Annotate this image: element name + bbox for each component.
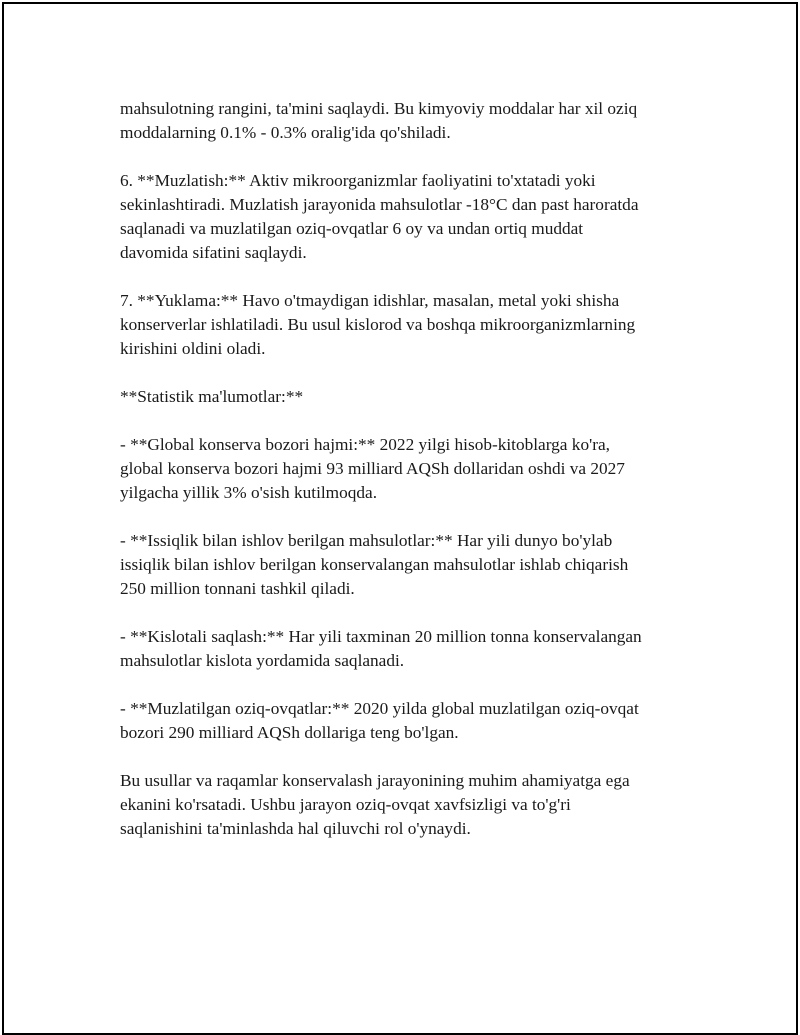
paragraph-packaging: 7. **Yuklama:** Havo o'tmaydigan idishlar, masalan, metal yoki shisha konserverlar ishlatiladi. Bu usul kislorod va boshqa mikroorganizmlarning kirishini oldini oladi. bbox=[120, 291, 636, 358]
list-item-heat-treated: - **Issiqlik bilan ishlov berilgan mahsulotlar:** Har yili dunyo bo'ylab issiqlik bilan ishlov berilgan konservalangan mahsulotlar ishlab chiqarish 250 million tonnani tashkil qiladi. bbox=[120, 531, 629, 598]
paragraph-conclusion: Bu usullar va raqamlar konservalash jarayonining muhim ahamiyatga ega ekanini ko'rsatadi. Ushbu jarayon oziq-ovqat xavfsizligi va to'g'ri saqlanishini ta'minlashda hal qiluvchi rol o'ynaydi. bbox=[120, 771, 630, 838]
paragraph-freezing: 6. **Muzlatish:** Aktiv mikroorganizmlar faoliyatini to'xtatadi yoki sekinlashtiradi. Muzlatish jarayonida mahsulotlar -18°C dan past haroratda saqlanadi va muzlatilgan oziq-ovqatlar 6 oy va undan ortiq muddat davomida sifatini saqlaydi. bbox=[120, 171, 639, 262]
document-body bbox=[120, 97, 680, 865]
list-item-global-market: - **Global konserva bozori hajmi:** 2022 yilgi hisob-kitoblarga ko'ra, global konserva bozori hajmi 93 milliard AQSh dollaridan oshdi va 2027 yilgacha yillik 3% o'sish kutilmoqda. bbox=[120, 435, 625, 502]
statistics-heading: **Statistik ma'lumotlar:** bbox=[120, 387, 304, 406]
paragraph-preservatives-continued: mahsulotning rangini, ta'mini saqlaydi. Bu kimyoviy moddalar har xil oziq moddalarning 0.1% - 0.3% oralig'ida qo'shiladi. bbox=[120, 99, 638, 142]
list-item-acid-preservation: - **Kislotali saqlash:** Har yili taxminan 20 million tonna konservalangan mahsulotlar kislota yordamida saqlanadi. bbox=[120, 627, 642, 670]
document-page bbox=[2, 2, 798, 1035]
list-item-frozen-food: - **Muzlatilgan oziq-ovqatlar:** 2020 yilda global muzlatilgan oziq-ovqat bozori 290 milliard AQSh dollariga teng bo'lgan. bbox=[120, 699, 639, 742]
